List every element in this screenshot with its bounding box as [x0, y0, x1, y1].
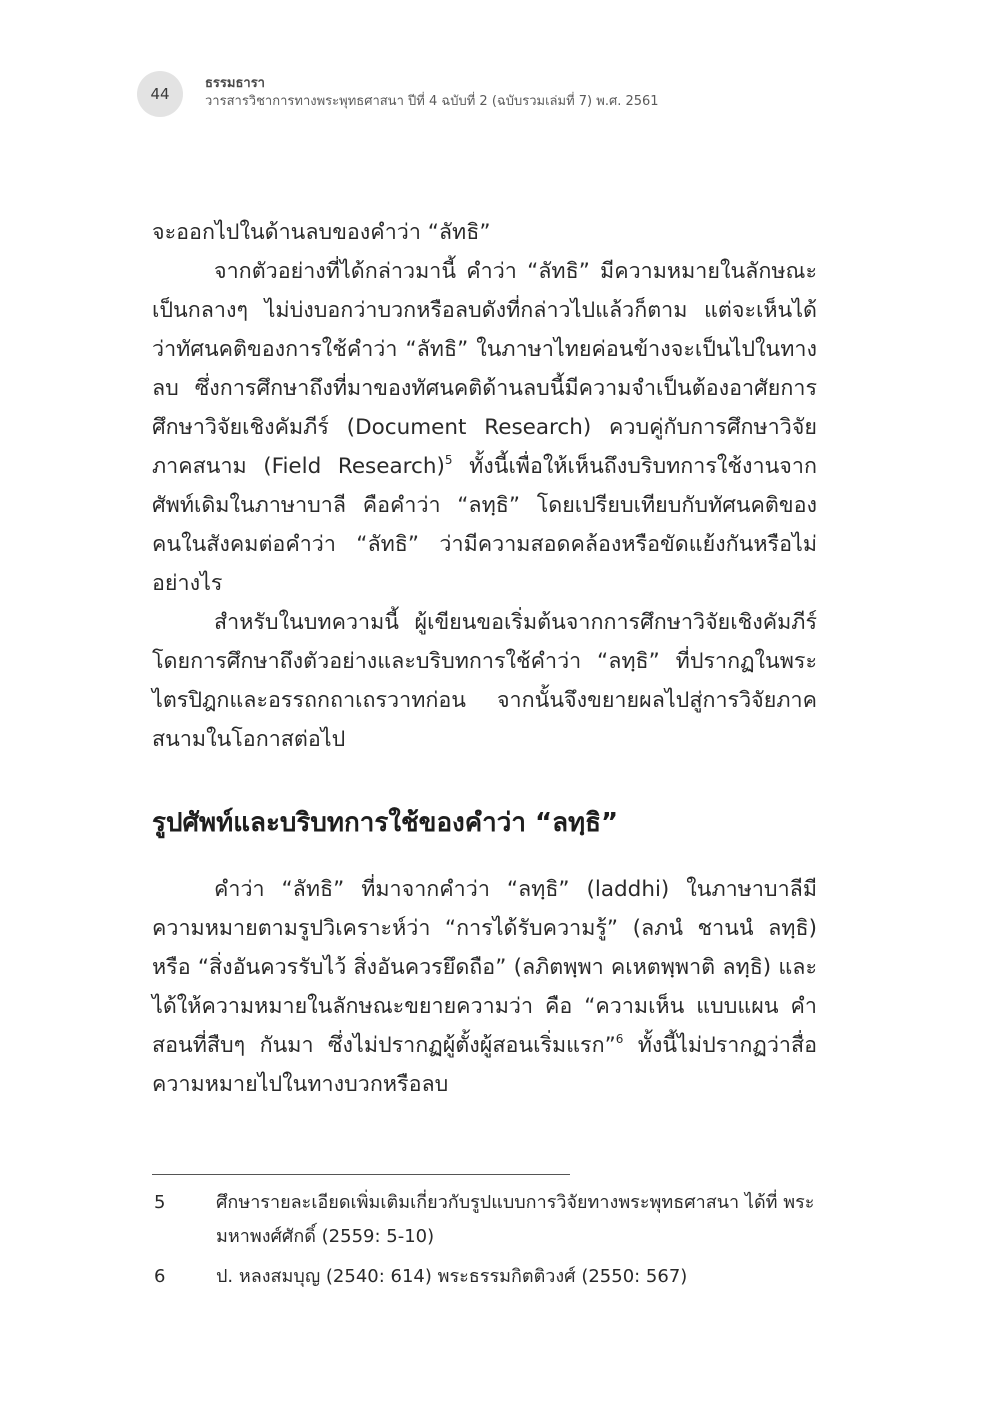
footnote-text: ป. หลงสมบุญ (2540: 614) พระธรรมกิตติวงศ์ (2550: 567) — [216, 1266, 688, 1287]
section-paragraph-1 — [152, 870, 817, 1104]
journal-issue: วารสารวิชาการทางพระพุทธศาสนา ปีที่ 4 ฉบับที่ 2 (ฉบับรวมเล่มที่ 7) พ.ศ. 2561 — [205, 93, 659, 109]
footnote-number: 5 — [154, 1192, 166, 1213]
section-heading: รูปศัพท์และบริบทการใช้ของคำว่า “ลทฺธิ” — [152, 808, 619, 838]
paragraph-continuation: จะออกไปในด้านลบของคำว่า “ลัทธิ” — [152, 220, 491, 245]
footnote-number: 6 — [154, 1266, 166, 1287]
section-body — [152, 870, 817, 1104]
footnotes — [152, 1186, 817, 1300]
paragraph-3: สำหรับในบทความนี้ ผู้เขียนขอเริ่มต้นจากการศึกษาวิจัยเชิงคัมภีร์ โดยการศึกษาถึงตัวอย่างและบริบทการใช้คำว่า “ลทฺธิ” ที่ปรากฏในพระไตรปิฎกและอรรถกถาเถรวาทก่อน จากนั้นจึงขยายผลไปสู่การวิจัยภาคสนามในโอกาสต่อไป — [152, 610, 817, 752]
footnote-divider — [152, 1174, 570, 1175]
page-number: 44 — [150, 85, 170, 103]
footnote-5 — [152, 1186, 817, 1254]
body-text — [152, 213, 817, 759]
footnote-ref-5[interactable]: 5 — [444, 453, 453, 467]
footnote-text: ศึกษารายละเอียดเพิ่มเติมเกี่ยวกับรูปแบบการวิจัยทางพระพุทธศาสนา ได้ที่ พระมหาพงศ์ศักดิ์ (2559: 5-10) — [216, 1192, 815, 1247]
page-number-badge — [137, 71, 183, 117]
journal-name: ธรรมธารา — [205, 76, 265, 91]
footnote-6 — [152, 1260, 817, 1294]
running-head — [205, 75, 659, 110]
section-paragraph-text-b: ทั้งนี้ไม่ปรากฏว่าสื่อความหมายไปในทางบวกหรือลบ — [152, 1033, 817, 1097]
paragraph-2 — [152, 252, 817, 603]
paragraph-2-text-a: จากตัวอย่างที่ได้กล่าวมานี้ คำว่า “ลัทธิ” มีความหมายในลักษณะเป็นกลางๆ ไม่บ่งบอกว่าบวกหรือลบดังที่กล่าวไปแล้วก็ตาม แต่จะเห็นได้ว่าทัศนคติของการใช้คำว่า “ลัทธิ” ในภาษาไทยค่อนข้างจะเป็นไปในทางลบ ซึ่งการศึกษาถึงที่มาของทัศนคติด้านลบนี้มีความจำเป็นต้องอาศัยการศึกษาวิจัยเชิงคัมภีร์ (Document Research) ควบคู่กับการศึกษาวิจัยภาคสนาม (Field Research) — [152, 259, 817, 479]
paragraph-2-text-b: ทั้งนี้เพื่อให้เห็นถึงบริบทการใช้งานจากศัพท์เดิมในภาษาบาลี คือคำว่า “ลทฺธิ” โดยเปรียบเทียบกับทัศนคติของคนในสังคมต่อคำว่า “ลัทธิ” ว่ามีความสอดคล้องหรือขัดแย้งกันหรือไม่ อย่างไร — [152, 454, 817, 596]
section-paragraph-text-a: คำว่า “ลัทธิ” ที่มาจากคำว่า “ลทฺธิ” (laddhi) ในภาษาบาลีมีความหมายตามรูปวิเคราะห์ว่า “การได้รับความรู้” (ลภนํ ชานนํ ลทฺธิ) หรือ “สิ่งอันควรรับไว้ สิ่งอันควรยึดถือ” (ลภิตพฺพา คเหตพฺพาติ ลทฺธิ) และได้ให้ความหมายในลักษณะขยายความว่า คือ “ความเห็น แบบแผน คำสอนที่สืบๆ กันมา ซึ่งไม่ปรากฏผู้ตั้งผู้สอนเริ่มแรก” — [152, 877, 817, 1058]
footnote-ref-6[interactable]: 6 — [615, 1032, 624, 1046]
